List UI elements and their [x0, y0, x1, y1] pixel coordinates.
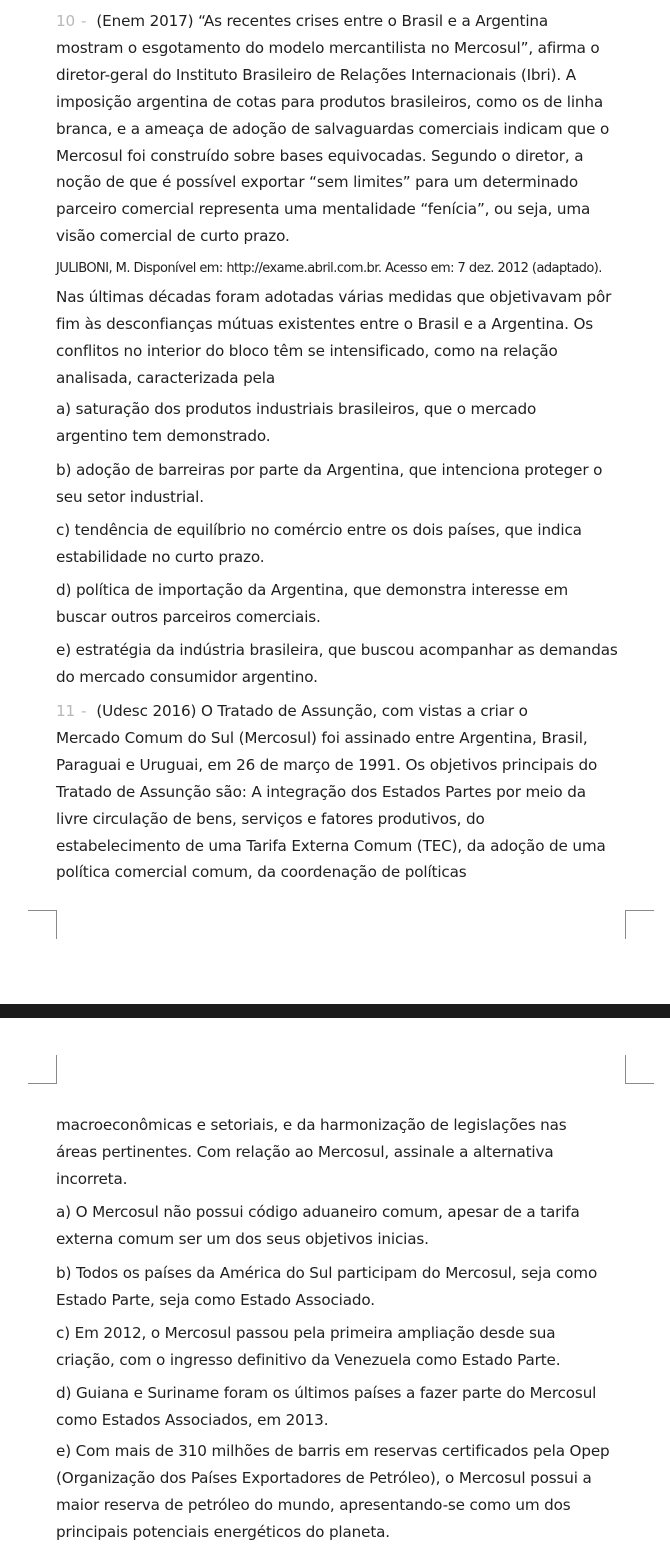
q10-statement-line: imposição argentina de cotas para produtos brasileiros, como os de linha — [56, 92, 604, 111]
q10-option-d — [56, 577, 630, 631]
option-line: principais potenciais energéticos do planeta. — [56, 1522, 390, 1541]
option-line: como Estados Associados, em 2013. — [56, 1410, 329, 1429]
crop-corner-bottom-left — [28, 1055, 57, 1084]
option-line: a) saturação dos produtos industriais brasileiros, que o mercado — [56, 400, 537, 418]
q10-statement — [56, 8, 630, 250]
q10-statement-line: (Enem 2017) “As recentes crises entre o Brasil e a Argentina — [96, 12, 549, 30]
q10-option-e — [56, 637, 630, 691]
q11-statement-line: áreas pertinentes. Com relação ao Mercosul, assinale a alternativa — [56, 1142, 554, 1161]
q10-statement-line: diretor-geral do Instituto Brasileiro de Relações Internacionais (Ibri). A — [56, 65, 576, 84]
q11-option-c — [56, 1320, 630, 1374]
option-line: b) adoção de barreiras por parte da Argentina, que intenciona proteger o — [56, 461, 603, 479]
option-line: estabilidade no curto prazo. — [56, 547, 265, 566]
option-line: b) Todos os países da América do Sul participam do Mercosul, seja como — [56, 1264, 598, 1282]
q10-option-a — [56, 396, 630, 450]
q10-prompt-line: fim às desconfianças mútuas existentes entre o Brasil e a Argentina. Os — [56, 314, 594, 333]
page-separator-bar — [0, 1004, 670, 1018]
option-line: c) tendência de equilíbrio no comércio entre os dois países, que indica — [56, 521, 582, 539]
q11-statement-line: (Udesc 2016) O Tratado de Assunção, com vistas a criar o — [96, 702, 528, 720]
q10-statement-line: parceiro comercial representa uma mentalidade “fenícia”, ou seja, uma — [56, 200, 591, 219]
q11-statement-line: livre circulação de bens, serviços e fatores produtivos, do — [56, 809, 485, 828]
q11-statement-line: incorreta. — [56, 1169, 128, 1188]
option-line: c) Em 2012, o Mercosul passou pela primeira ampliação desde sua — [56, 1324, 556, 1342]
q11-statement-line: Tratado de Assunção são: A integração dos Estados Partes por meio da — [56, 782, 586, 801]
option-line: seu setor industrial. — [56, 487, 204, 506]
option-line: criação, com o ingresso definitivo da Venezuela como Estado Parte. — [56, 1350, 561, 1369]
q10-dash: - — [81, 12, 87, 30]
crop-corner-top-left — [28, 910, 57, 939]
q11-option-e — [56, 1438, 630, 1546]
option-line: d) política de importação da Argentina, que demonstra interesse em — [56, 581, 568, 599]
q10-prompt-line: analisada, caracterizada pela — [56, 368, 276, 387]
q10-prompt-line: conflitos no interior do bloco têm se intensificado, como na relação — [56, 341, 558, 360]
option-line: argentino tem demonstrado. — [56, 426, 271, 445]
q11-option-b — [56, 1260, 630, 1314]
q10-source: JULIBONI, M. Disponível em: http://exame.abril.com.br. Acesso em: 7 dez. 2012 (adaptado). — [56, 261, 602, 276]
q11-statement-continued — [56, 1112, 630, 1193]
q11-statement — [56, 698, 630, 886]
q10-option-c — [56, 517, 630, 571]
option-line: (Organização dos Países Exportadores de Petróleo), o Mercosul possui a — [56, 1468, 592, 1487]
q10-statement-line: branca, e a ameaça de adoção de salvaguardas comerciais indicam que o — [56, 119, 610, 138]
q10-prompt-line: Nas últimas décadas foram adotadas várias medidas que objetivavam pôr — [56, 288, 612, 306]
q11-statement-line: macroeconômicas e setoriais, e da harmonização de legislações nas — [56, 1116, 567, 1134]
q10-statement-line: mostram o esgotamento do modelo mercantilista no Mercosul”, afirma o — [56, 38, 600, 57]
q11-statement-line: estabelecimento de uma Tarifa Externa Comum (TEC), da adoção de uma — [56, 836, 606, 855]
option-line: a) O Mercosul não possui código aduaneiro comum, apesar de a tarifa — [56, 1203, 580, 1221]
crop-corner-bottom-right — [625, 1055, 654, 1084]
q10-statement-line: noção de que é possível exportar “sem limites” para um determinado — [56, 173, 578, 192]
option-line: e) estratégia da indústria brasileira, que buscou acompanhar as demandas — [56, 641, 618, 659]
crop-corner-top-right — [625, 910, 654, 939]
q11-option-d — [56, 1380, 630, 1434]
option-line: maior reserva de petróleo do mundo, apresentando-se como um dos — [56, 1495, 571, 1514]
q10-option-b — [56, 457, 630, 511]
option-line: externa comum ser um dos seus objetivos inicias. — [56, 1229, 429, 1248]
q10-prompt — [56, 284, 630, 392]
q10-statement-line: visão comercial de curto prazo. — [56, 227, 290, 246]
q11-statement-line: política comercial comum, da coordenação de políticas — [56, 863, 467, 882]
option-line: e) Com mais de 310 milhões de barris em reservas certificados pela Opep — [56, 1442, 610, 1460]
q10-number: 10 — [56, 12, 76, 30]
q11-statement-line: Paraguai e Uruguai, em 26 de março de 1991. Os objetivos principais do — [56, 755, 598, 774]
q11-dash: - — [81, 702, 87, 720]
option-line: Estado Parte, seja como Estado Associado. — [56, 1290, 375, 1309]
q11-number: 11 — [56, 702, 76, 720]
q11-option-a — [56, 1199, 630, 1253]
option-line: d) Guiana e Suriname foram os últimos países a fazer parte do Mercosul — [56, 1384, 597, 1402]
q10-statement-line: Mercosul foi construído sobre bases equivocadas. Segundo o diretor, a — [56, 146, 584, 165]
option-line: do mercado consumidor argentino. — [56, 667, 318, 686]
option-line: buscar outros parceiros comerciais. — [56, 607, 321, 626]
q11-statement-line: Mercado Comum do Sul (Mercosul) foi assinado entre Argentina, Brasil, — [56, 728, 588, 747]
